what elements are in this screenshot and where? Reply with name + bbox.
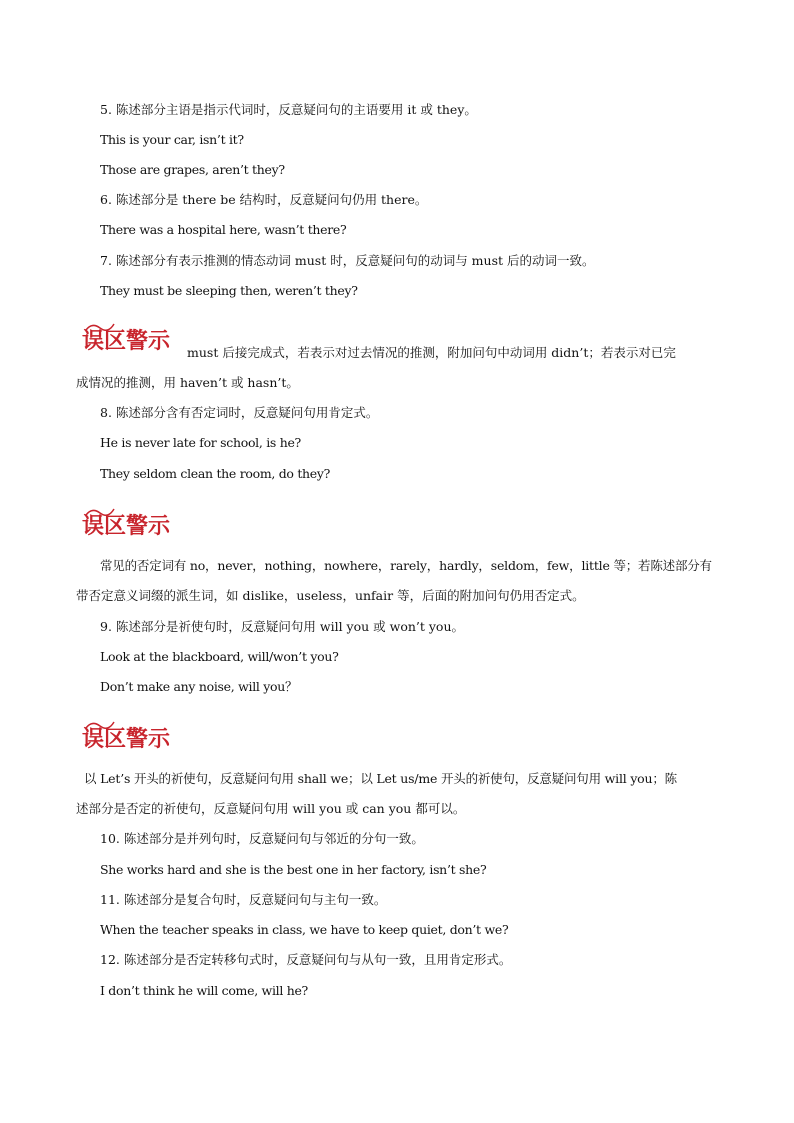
example-8b: They seldom clean the room, do they? (100, 466, 331, 481)
warning-1-line-a: must 后接完成式，若表示对过去情况的推测，附加问句中动词用 didn’t；若表示对已完 (187, 345, 676, 360)
warning-3-line-b: 述部分是否定的祈使句，反意疑问句用 will you 或 can you 都可以。 (76, 801, 466, 816)
warning-1-line-b: 成情况的推测，用 haven’t 或 hasn’t。 (76, 375, 299, 390)
example-7: They must be sleeping then, weren’t they? (100, 283, 358, 298)
warning-badge-icon (80, 320, 184, 354)
rule-11: 11. 陈述部分是复合句时，反意疑问句与主句一致。 (100, 892, 387, 907)
warning-2-line-a: 常见的否定词有 no，never，nothing，nowhere，rarely，hardly，seldom，few，little 等；若陈述部分有 (100, 558, 712, 573)
rule-5: 5. 陈述部分主语是指示代词时，反意疑问句的主语要用 it 或 they。 (100, 102, 477, 117)
warning-3-line-a: 以 Let’s 开头的祈使句，反意疑问句用 shall we；以 Let us/me 开头的祈使句，反意疑问句用 will you；陈 (84, 771, 677, 786)
example-10: She works hard and she is the best one in her factory, isn’t she? (100, 862, 487, 877)
rule-12: 12. 陈述部分是否定转移句式时，反意疑问句与从句一致，且用肯定形式。 (100, 952, 512, 967)
svg-text:误区警示: 误区警示 (82, 514, 171, 539)
example-5b: Those are grapes, aren’t they? (100, 162, 285, 177)
example-6: There was a hospital here, wasn’t there? (100, 222, 347, 237)
example-12: I don’t think he will come, will he? (100, 983, 308, 998)
example-9b: Don’t make any noise, will you？ (100, 679, 298, 694)
example-5a: This is your car, isn’t it? (100, 132, 244, 147)
rule-10: 10. 陈述部分是并列句时，反意疑问句与邻近的分句一致。 (100, 831, 424, 846)
svg-text:误区警示: 误区警示 (82, 727, 171, 752)
rule-8: 8. 陈述部分含有否定词时，反意疑问句用肯定式。 (100, 405, 379, 420)
rule-6: 6. 陈述部分是 there be 结构时，反意疑问句仍用 there。 (100, 192, 428, 207)
example-9a: Look at the blackboard, will/won’t you? (100, 649, 339, 664)
warning-2-line-b: 带否定意义词缀的派生词，如 dislike，useless，unfair 等，后面的附加问句仍用否定式。 (76, 588, 585, 603)
example-11: When the teacher speaks in class, we have to keep quiet, don’t we? (100, 922, 509, 937)
warning-badge-icon (80, 718, 184, 752)
svg-text:误区警示: 误区警示 (82, 329, 171, 354)
rule-9: 9. 陈述部分是祈使句时，反意疑问句用 will you 或 won’t you。 (100, 619, 465, 634)
example-8a: He is never late for school, is he? (100, 435, 301, 450)
warning-badge-icon (80, 505, 184, 539)
rule-7: 7. 陈述部分有表示推测的情态动词 must 时，反意疑问句的动词与 must 后的动词一致。 (100, 253, 595, 268)
